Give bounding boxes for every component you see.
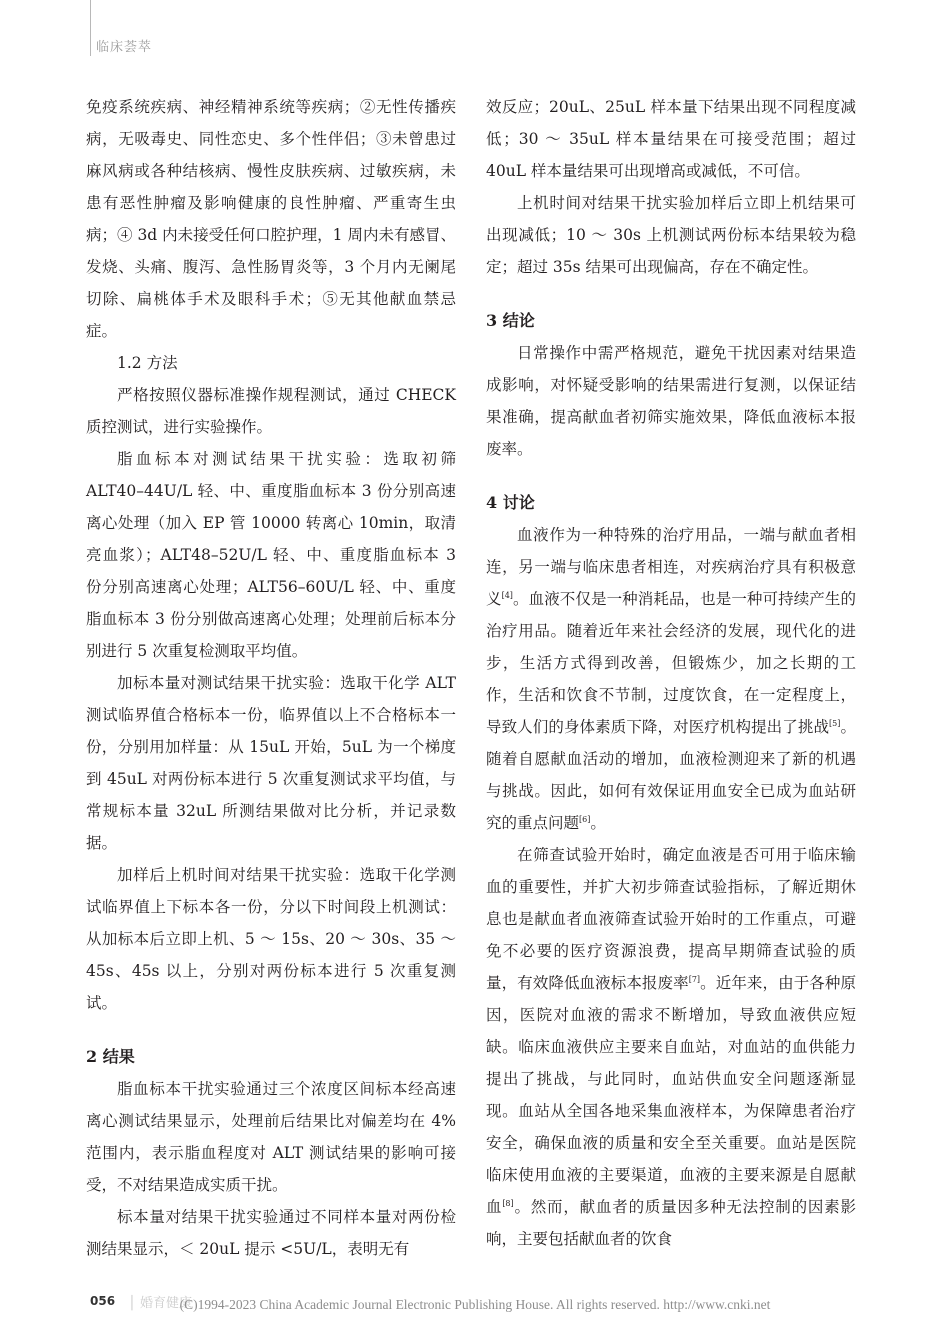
paragraph: 上机时间对结果干扰实验加样后立即上机结果可出现减低；10 ～ 30s 上机测试两份标本结果较为稳定；超过 35s 结果可出现偏高，存在不确定性。 <box>486 194 856 276</box>
paragraph: 免疫系统疾病、神经精神系统等疾病；②无性传播疾病，无吸毒史、同性恋史、多个性伴侣；③未曾患过麻风病或各种结核病、慢性皮肤疾病、过敏疾病，未患有恶性肿瘤及影响健康的良性肿瘤、严重寄生虫病；④ 3d 内未接受任何口腔护理，1 周内未有感冒、发烧、头痛、腹泻、急性肠胃炎等，3 个月内无阑尾切除、扁桃体手术及眼科手术；⑤无其他献血禁忌症。 <box>86 98 456 340</box>
paragraph: 加样后上机时间对结果干扰实验：选取干化学测试临界值上下标本各一份，分以下时间段上机测试：从加标本后立即上机、5 ～ 15s、20 ～ 30s、35 ～ 45s、45s 以上，分别对两份标本进行 5 次重复测试。 <box>86 866 456 1012</box>
journal-brand: │ 婚育健康 <box>128 1296 192 1311</box>
paragraph: 在筛查试验开始时，确定血液是否可用于临床输血的重要性，并扩大初步筛查试验指标，了解近期休息也是献血者血液筛查试验开始时的工作重点，可避免不必要的医疗资源浪费，提高早期筛查试验的质量，有效降低血液标本报废率[7]。近年来，由于各种原因，医院对血液的需求不断增加，导致血液供应短缺。临床血液供应主要来自血站，对血站的血供能力提出了挑战，与此同时，血站供血安全问题逐渐显现。血站从全国各地采集血液样本，为保障患者治疗安全，确保血液的质量和安全至关重要。血站是医院临床使用血液的主要渠道，血液的主要来源是自愿献血[8]。然而，献血者的质量因多种无法控制的因素影响，主要包括献血者的饮食 <box>486 846 856 1248</box>
citation-ref: [7] <box>688 974 701 984</box>
copyright-line: (C)1994-2023 China Academic Journal Electronic Publishing House. All rights reserved. http://www.cnki.net <box>179 1297 771 1312</box>
paragraph: 脂血标本对测试结果干扰实验：选取初筛 ALT40–44U/L 轻、中、重度脂血标本 3 份分别高速离心处理（加入 EP 管 10000 转离心 10min，取清亮血浆）；ALT48–52U/L 轻、中、重度脂血标本 3 份分别高速离心处理；ALT56–60U/L 轻、中、重度脂血标本 3 份分别做高速离心处理；处理前后标本分别进行 5 次重复检测取平均值。 <box>86 450 456 660</box>
paragraph: 效反应；20uL、25uL 样本量下结果出现不同程度减低；30 ～ 35uL 样本量结果在可接受范围；超过 40uL 样本量结果可出现增高或减低，不可信。 <box>486 98 856 180</box>
citation-ref: [8] <box>502 1198 514 1208</box>
section-heading: 2 结果 <box>86 1047 135 1066</box>
section-gap <box>86 1019 456 1041</box>
section-header: 临床荟萃 <box>96 40 153 55</box>
paragraph: 血液作为一种特殊的治疗用品，一端与献血者相连，另一端与临床患者相连，对疾病治疗具有积极意义[4]。血液不仅是一种消耗品，也是一种可持续产生的治疗用品。随着近年来社会经济的发展，现代化的进步，生活方式得到改善，但锻炼少，加之长期的工作，生活和饮食不节制，过度饮食，在一定程度上，导致人们的身体素质下降，对医疗机构提出了挑战[5]。随着自愿献血活动的增加，血液检测迎来了新的机遇与挑战。因此，如何有效保证用血安全已成为血站研究的重点问题[6]。 <box>486 526 856 832</box>
page-number: 056 <box>90 1294 116 1308</box>
paragraph: 日常操作中需严格规范，避免干扰因素对结果造成影响，对怀疑受影响的结果需进行复测，以保证结果准确，提高献血者初筛实施效果，降低血液标本报废率。 <box>486 344 856 458</box>
header-rule <box>90 0 91 56</box>
paragraph: 加标本量对测试结果干扰实验：选取干化学 ALT 测试临界值合格标本一份，临界值以上不合格标本一份，分别用加样量：从 15uL 开始，5uL 为一个梯度到 45uL 对两份标本进行 5 次重复测试求平均值，与常规标本量 32uL 所测结果做对比分析，并记录数据。 <box>86 674 456 852</box>
right-column <box>486 91 856 1255</box>
section-heading: 4 讨论 <box>486 493 535 512</box>
citation-ref: [6] <box>579 814 591 824</box>
paragraph: 脂血标本干扰实验通过三个浓度区间标本经高速离心测试结果显示，处理前后结果比对偏差均在 4% 范围内，表示脂血程度对 ALT 测试结果的影响可接受，不对结果造成实质干扰。 <box>86 1080 456 1194</box>
section-gap <box>486 283 856 305</box>
left-column <box>86 91 456 1265</box>
section-gap <box>486 465 856 487</box>
section-heading: 3 结论 <box>486 311 535 330</box>
citation-ref: [4] <box>501 590 513 600</box>
paragraph: 1.2 方法 <box>117 354 178 372</box>
paragraph: 严格按照仪器标准操作规程测试，通过 CHECK 质控测试，进行实验操作。 <box>86 386 456 436</box>
paragraph: 标本量对结果干扰实验通过不同样本量对两份检测结果显示，＜ 20uL 提示 <5U/L，表明无有 <box>86 1208 456 1258</box>
citation-ref: [5] <box>829 718 841 728</box>
